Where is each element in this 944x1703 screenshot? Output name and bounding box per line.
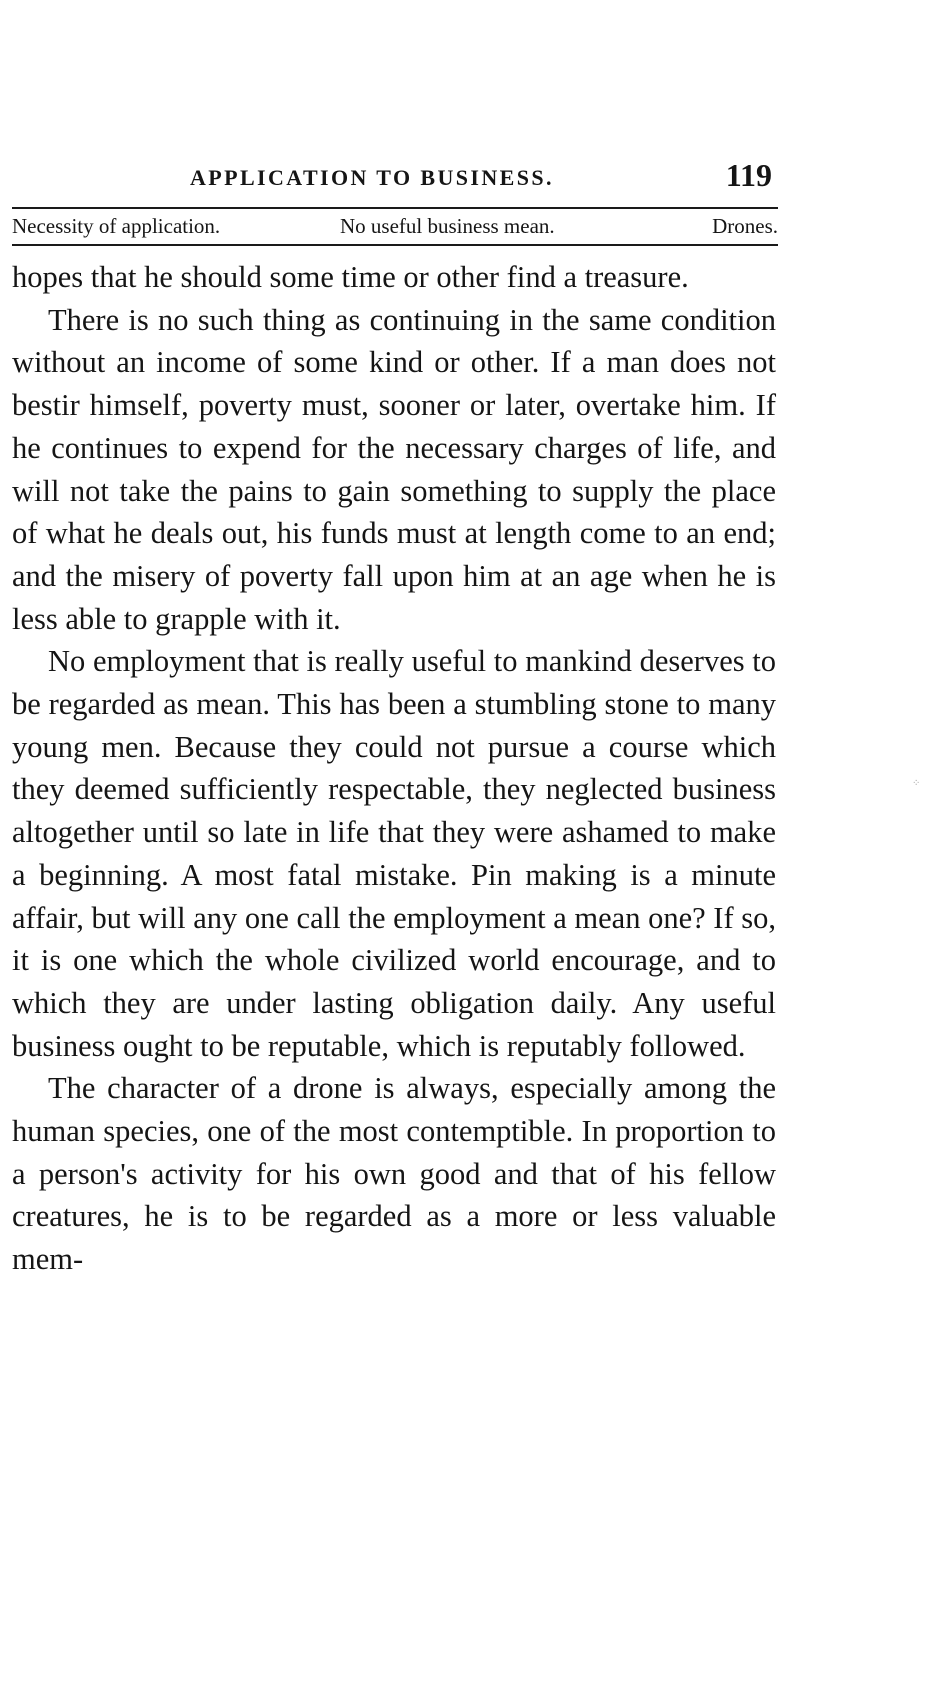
topic-necessity-of-application: Necessity of application. [12,214,221,238]
running-head [190,157,780,197]
running-title: APPLICATION TO BUSINESS. [190,165,554,190]
topic-summary-line [12,210,778,242]
topic-drones: Drones. [712,214,778,238]
body-text [12,256,776,1281]
header-rule-bottom [12,244,778,246]
margin-speck: ⁘ [912,778,921,789]
header-rule-top [12,207,778,209]
paragraph-useful-employment: No employment that is really useful to mankind deserves to be regarded as mean. This has been a stumbling stone to many young men. Because they could not pursue a course which they deemed sufficiently respectable, they neglected business altogether until so late in life that they were ashamed to make a beginning. A most fatal mistake. Pin making is a minute affair, but will any one call the employment a mean one? If so, it is one which the whole civilized world encourage, and to which they are under lasting obligation daily. Any useful business ought to be reputable, which is reputably followed. [12,644,776,1063]
paragraph-continuation: hopes that he should some time or other find a treasure. [12,260,689,294]
paragraph-drone: The character of a drone is always, especially among the human species, one of the most contemptible. In proportion to a person's activity for his own good and that of his fellow creatures, he is to be regarded as a more or less valuable mem- [12,1071,776,1277]
topic-no-useful-business-mean: No useful business mean. [340,214,555,238]
page-number: 119 [725,157,772,193]
paragraph-income: There is no such thing as continuing in the same condition without an income of some kind or other. If a man does not bestir himself, poverty must, sooner or later, overtake him. If he continues to expend for the necessary charges of life, and will not take the pains to gain something to supply the place of what he deals out, his funds must at length come to an end; and the misery of poverty fall upon him at an age when he is less able to grapple with it. [12,302,776,636]
